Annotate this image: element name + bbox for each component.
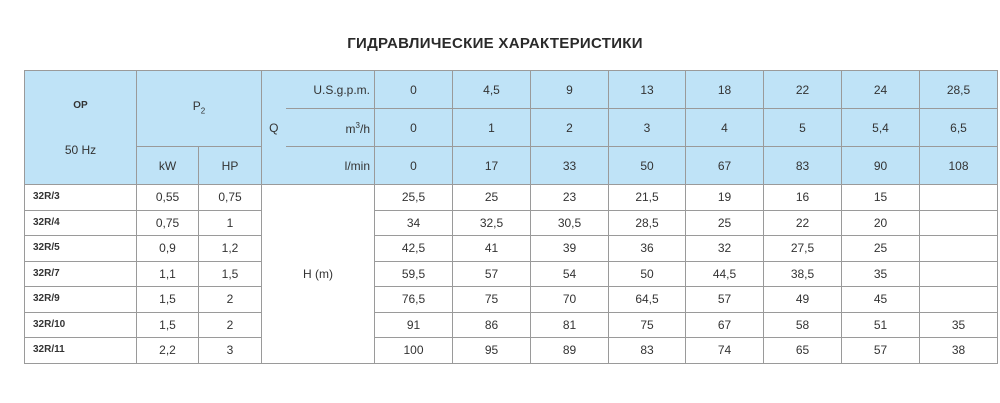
flow-lmin-cell: 108 — [920, 147, 998, 185]
kw-cell: 1,5 — [137, 287, 199, 313]
flow-m3h-cell: 5 — [764, 109, 842, 147]
page-title: ГИДРАВЛИЧЕСКИЕ ХАРАКТЕРИСТИКИ — [347, 35, 643, 52]
kw-cell: 0,9 — [137, 236, 199, 262]
q-label: Q — [269, 120, 279, 135]
kw-cell: 1,5 — [137, 312, 199, 338]
head-value-cell: 42,5 — [375, 236, 453, 262]
head-value-cell: 32,5 — [453, 210, 531, 236]
head-value-cell: 32 — [686, 236, 764, 262]
head-value-cell: 34 — [375, 210, 453, 236]
head-value-cell: 38 — [920, 338, 998, 364]
model-cell: 32R/9 — [25, 287, 137, 313]
head-value-cell: 75 — [609, 312, 686, 338]
model-cell: 32R/4 — [25, 210, 137, 236]
p2-header-cell — [137, 71, 262, 147]
flow-usgpm-cell: 13 — [609, 71, 686, 109]
m3h-label: m — [345, 122, 356, 136]
head-value-cell: 45 — [842, 287, 920, 313]
head-value-cell: 15 — [842, 185, 920, 211]
hp-cell: 1,2 — [199, 236, 262, 262]
head-value-cell: 67 — [686, 312, 764, 338]
q-header-cell — [262, 71, 286, 185]
head-value-cell: 25,5 — [375, 185, 453, 211]
head-value-cell: 16 — [764, 185, 842, 211]
unit-lmin: l/min — [286, 147, 375, 185]
head-value-cell: 76,5 — [375, 287, 453, 313]
model-cell: 32R/11 — [25, 338, 137, 364]
flow-usgpm-cell: 24 — [842, 71, 920, 109]
head-value-cell: 38,5 — [764, 261, 842, 287]
m3h-suffix: /h — [359, 122, 370, 136]
flow-usgpm-cell: 0 — [375, 71, 453, 109]
table-row — [25, 338, 998, 364]
unit-usgpm: U.S.g.p.m. — [286, 71, 375, 109]
head-value-cell: 27,5 — [764, 236, 842, 262]
flow-m3h-cell: 3 — [609, 109, 686, 147]
head-value-cell: 74 — [686, 338, 764, 364]
head-value-cell: 70 — [531, 287, 609, 313]
kw-cell: 1,1 — [137, 261, 199, 287]
flow-usgpm-cell: 4,5 — [453, 71, 531, 109]
head-value-cell: 50 — [609, 261, 686, 287]
hp-cell: 1,5 — [199, 261, 262, 287]
head-value-cell: 21,5 — [609, 185, 686, 211]
head-value-cell: 41 — [453, 236, 531, 262]
head-value-cell — [920, 185, 998, 211]
flow-usgpm-cell: 9 — [531, 71, 609, 109]
head-value-cell: 20 — [842, 210, 920, 236]
head-label-cell: H (m) — [262, 185, 375, 364]
kw-cell: 0,75 — [137, 210, 199, 236]
head-value-cell: 64,5 — [609, 287, 686, 313]
frequency-label: 50 Hz — [64, 142, 97, 157]
head-value-cell: 58 — [764, 312, 842, 338]
flow-usgpm-cell: 28,5 — [920, 71, 998, 109]
head-value-cell: 23 — [531, 185, 609, 211]
flow-lmin-cell: 50 — [609, 147, 686, 185]
head-value-cell: 28,5 — [609, 210, 686, 236]
head-value-cell: 83 — [609, 338, 686, 364]
op-header-cell — [25, 71, 137, 185]
table-row — [25, 261, 998, 287]
op-label: OP — [73, 99, 88, 111]
flow-usgpm-cell: 18 — [686, 71, 764, 109]
head-value-cell: 57 — [842, 338, 920, 364]
head-value-cell: 65 — [764, 338, 842, 364]
flow-lmin-cell: 17 — [453, 147, 531, 185]
flow-m3h-cell: 1 — [453, 109, 531, 147]
flow-m3h-cell: 0 — [375, 109, 453, 147]
head-value-cell: 57 — [686, 287, 764, 313]
head-value-cell: 30,5 — [531, 210, 609, 236]
head-value-cell: 25 — [453, 185, 531, 211]
flow-m3h-cell: 2 — [531, 109, 609, 147]
table-row — [25, 287, 998, 313]
flow-lmin-cell: 83 — [764, 147, 842, 185]
hp-cell: 2 — [199, 287, 262, 313]
header-row-usgpm — [25, 71, 998, 109]
kw-header: kW — [137, 147, 199, 185]
head-value-cell: 95 — [453, 338, 531, 364]
flow-lmin-cell: 67 — [686, 147, 764, 185]
unit-m3h — [286, 109, 375, 147]
table-row — [25, 210, 998, 236]
hp-header: HP — [199, 147, 262, 185]
head-value-cell: 59,5 — [375, 261, 453, 287]
head-value-cell: 81 — [531, 312, 609, 338]
model-cell: 32R/10 — [25, 312, 137, 338]
head-value-cell: 57 — [453, 261, 531, 287]
hp-cell: 0,75 — [199, 185, 262, 211]
kw-cell: 2,2 — [137, 338, 199, 364]
flow-m3h-cell: 4 — [686, 109, 764, 147]
model-cell: 32R/7 — [25, 261, 137, 287]
head-value-cell: 100 — [375, 338, 453, 364]
head-value-cell: 19 — [686, 185, 764, 211]
hydraulic-performance-table — [24, 70, 998, 364]
head-value-cell: 35 — [920, 312, 998, 338]
head-value-cell: 89 — [531, 338, 609, 364]
kw-cell: 0,55 — [137, 185, 199, 211]
flow-usgpm-cell: 22 — [764, 71, 842, 109]
table-row — [25, 312, 998, 338]
flow-lmin-cell: 0 — [375, 147, 453, 185]
m3h-superscript: 3 — [355, 121, 360, 130]
p2-label: P — [192, 98, 201, 113]
head-value-cell — [920, 236, 998, 262]
head-value-cell: 35 — [842, 261, 920, 287]
table-row — [25, 236, 998, 262]
head-value-cell: 25 — [686, 210, 764, 236]
flow-m3h-cell: 6,5 — [920, 109, 998, 147]
head-value-cell: 22 — [764, 210, 842, 236]
head-value-cell — [920, 287, 998, 313]
head-value-cell: 44,5 — [686, 261, 764, 287]
header-row-lmin — [25, 147, 998, 185]
flow-m3h-cell: 5,4 — [842, 109, 920, 147]
hp-cell: 2 — [199, 312, 262, 338]
head-value-cell — [920, 210, 998, 236]
flow-lmin-cell: 90 — [842, 147, 920, 185]
head-value-cell: 54 — [531, 261, 609, 287]
head-value-cell: 39 — [531, 236, 609, 262]
p2-subscript: 2 — [200, 106, 206, 116]
head-value-cell — [920, 261, 998, 287]
head-value-cell: 36 — [609, 236, 686, 262]
table-row — [25, 185, 998, 211]
flow-lmin-cell: 33 — [531, 147, 609, 185]
head-value-cell: 75 — [453, 287, 531, 313]
head-value-cell: 91 — [375, 312, 453, 338]
head-value-cell: 51 — [842, 312, 920, 338]
head-value-cell: 86 — [453, 312, 531, 338]
head-value-cell: 25 — [842, 236, 920, 262]
model-cell: 32R/5 — [25, 236, 137, 262]
model-cell: 32R/3 — [25, 185, 137, 211]
hp-cell: 3 — [199, 338, 262, 364]
hp-cell: 1 — [199, 210, 262, 236]
head-value-cell: 49 — [764, 287, 842, 313]
